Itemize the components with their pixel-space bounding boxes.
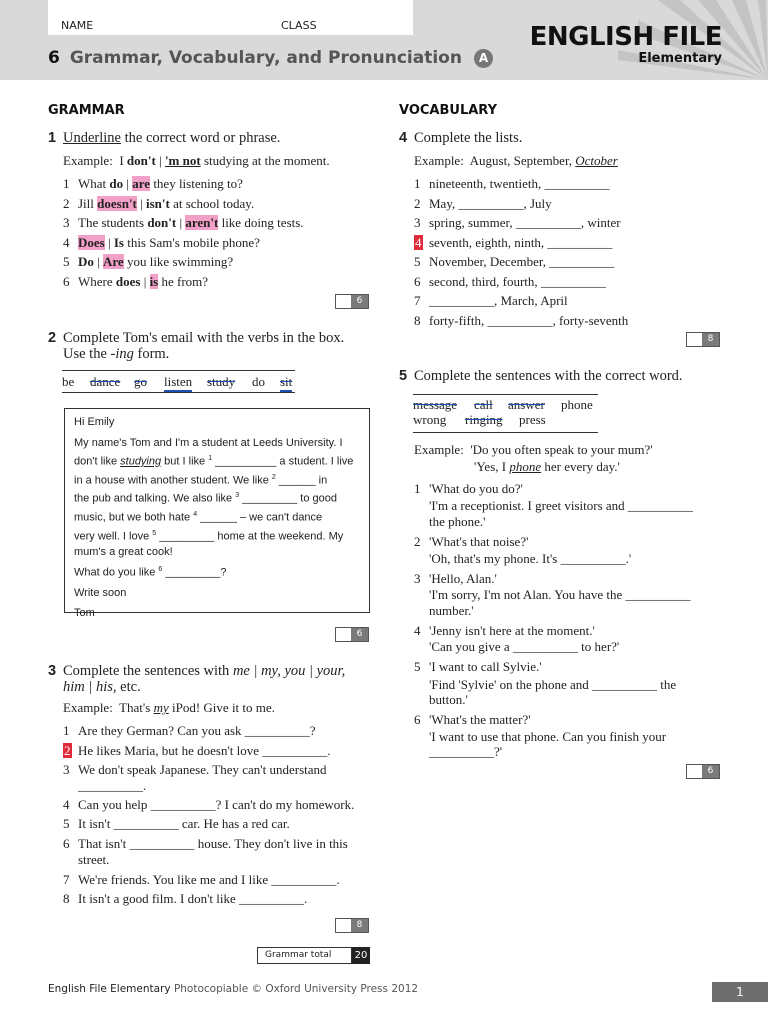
item-text: 'I want to use that phone. Can you finish your [429,729,667,744]
item-text: 'I want to call Sylvie.' [429,659,542,674]
email-text: in a house with another student. We like [74,474,272,487]
wordbox-bottom-rule [413,432,598,433]
email-signoff: Write soon [74,586,127,599]
item-text: May, __________, July [429,195,552,211]
item-post: he from? [158,273,209,289]
gap-number: 4 [193,510,198,518]
word-box-word: ringing [465,412,503,427]
question-number: 1 [48,130,57,146]
page-header [0,0,768,80]
unit-title-text: Grammar, Vocabulary, and Pronunciation [69,48,462,68]
item-number: 5 [63,254,70,269]
item-number: 1 [63,176,70,191]
example-text: her every day.' [541,459,620,474]
option-b: aren't [185,215,219,230]
class-label: CLASS [281,19,317,32]
item-number: 6 [414,712,421,727]
option-b: Is [113,234,124,250]
question-4-instruction [399,130,719,146]
item-text: 'I'm sorry, I'm not Alan. You have the __________ [429,587,691,602]
email-example-answer: studying [120,455,162,468]
word-box-word: do [252,374,265,389]
footer-copyright [48,983,418,995]
version-badge: A [474,49,493,68]
item-text: 'Find 'Sylvie' on the phone and __________ the [429,677,677,692]
email-text: __________ a student. I live [212,455,354,468]
item-pre: The students [78,215,148,230]
example-text: iPod! Give it to me. [168,700,275,715]
example-text: studying at the moment. [200,153,330,168]
q4-score: 8 [702,333,719,346]
grammar-total-box [257,947,370,964]
example-text: August, September, [469,153,576,168]
instruction-text: Complete Tom's email with the verbs in the box. [63,330,345,346]
item-text: He likes Maria, but he doesn't love __________. [78,743,331,758]
item-text: Does | Is this Sam's mobile phone? [78,234,260,250]
item-number: 8 [63,891,70,906]
email-text: but I like [161,455,209,468]
gap-number: 2 [271,473,276,481]
item-number: 4 [415,234,422,250]
item-text: 'Oh, that's my phone. It's __________.' [429,551,632,566]
item-number: 5 [414,254,421,269]
instruction-text: Complete the sentences with [63,663,233,679]
item-post: at school today. [169,195,255,211]
q3-score-box [335,918,369,933]
word-box-word: study [207,374,236,389]
item-number: 7 [414,293,421,308]
item-number: 6 [63,273,70,289]
brand-logo: ENGLISH FILE [529,22,722,52]
item-post: this Sam's mobile phone? [123,234,260,250]
item-text: What do | are they listening to? [78,176,243,191]
word-box-word: call [474,397,493,412]
question-3-instruction [48,663,368,695]
item-text: It isn't __________ car. He has a red car. [78,816,290,831]
email-text: music, but we both hate [74,511,194,524]
q2-score-box [335,627,369,642]
email-line [74,488,360,507]
example-answer: October [575,153,618,168]
item-number: 4 [414,623,421,638]
item-post: you like swimming? [123,254,234,269]
unit-number: 6 [48,48,60,68]
question-1-instruction [48,130,368,146]
email-box [64,408,370,619]
footer-text: Photocopiable © Oxford University Press 2012 [170,983,419,995]
word-box-word: answer [508,397,545,412]
email-line [74,526,360,545]
option-b: is [149,273,159,289]
option-a: don't [147,215,177,230]
item-number: 4 [63,797,70,812]
email-signature: Tom [74,606,95,619]
instruction-pronouns: me | my, you | your, [232,663,346,679]
example-label: Example: [63,700,113,715]
email-line: My name's Tom and I'm a student at Leeds University. I [74,437,343,449]
example-label: Example: [414,442,464,457]
level-label: Elementary [638,51,722,66]
email-text: _________? [162,566,227,579]
item-text: Can you help __________? I can't do my homework. [78,797,355,812]
word-box-word: listen [164,374,192,392]
question-5-example-line-2 [474,459,620,474]
item-number: 2 [414,195,421,211]
example-answer: my [153,700,169,715]
instruction-text: Use the [63,346,111,362]
word-box-word: message [413,397,458,412]
example-option-a: don't [126,153,156,168]
option-b: are [132,176,151,191]
word-box-word: dance [90,374,121,389]
item-number: 1 [414,481,421,496]
item-number: 5 [414,659,421,674]
word-box-word: sit [280,374,292,392]
instruction-text: form. [133,346,170,362]
item-text: spring, summer, __________, winter [429,215,621,230]
item-text: Jill doesn't | isn't at school today. [78,195,255,211]
option-a: Does [78,234,105,250]
item-text: 'Can you give a __________ to her?' [429,639,620,654]
word-box-word: wrong [413,412,447,427]
item-number: 2 [63,195,70,211]
grammar-total-value: 20 [352,947,370,964]
q1-score: 6 [351,295,368,308]
item-number: 3 [63,762,70,777]
grammar-heading: GRAMMAR [48,103,125,118]
grammar-total-label: Grammar total [265,950,332,960]
option-a: does [115,273,141,289]
q3-score: 8 [351,919,368,932]
name-class-box [48,0,413,35]
name-label: NAME [61,19,94,32]
item-text: 'Hello, Alan.' [429,571,497,586]
footer-title: English File Elementary [48,983,171,995]
question-2-instruction [48,330,368,362]
option-a: Do [78,254,94,269]
email-line [74,470,360,489]
question-5-instruction [399,368,729,384]
instruction-text: , etc. [112,679,141,695]
item-text: __________?' [429,744,503,759]
option-a: do [109,176,124,191]
item-text: forty-fifth, __________, forty-seventh [429,312,629,328]
email-text: ______ in [275,474,328,487]
item-number: 3 [414,571,421,586]
example-text: That's [119,700,154,715]
email-text: _________ home at the weekend. My [156,530,344,543]
email-line: mum's a great cook! [74,546,173,559]
item-number: 1 [63,723,70,738]
q1-score-box [335,294,369,309]
instruction-pronouns: him | his [63,679,113,695]
item-text: November, December, __________ [429,254,615,269]
item-number: 6 [63,836,70,851]
example-text: I [119,153,127,168]
question-number: 2 [48,330,57,346]
item-number: 3 [63,215,70,230]
email-text: What do you like [74,566,159,579]
question-1-example [63,153,330,168]
email-line [74,451,360,470]
item-text: The students don't | aren't like doing tests. [78,215,304,230]
page-number: 1 [712,982,768,1002]
word-box-word: go [134,374,147,389]
item-text: street. [78,852,110,867]
q5-score: 6 [702,765,719,778]
email-text: the pub and talking. We also like [74,492,236,505]
item-text: That isn't __________ house. They don't live in this [78,836,348,851]
gap-number: 6 [158,566,163,574]
example-answer: phone [509,459,542,474]
email-text: _________ to good [239,492,338,505]
item-text: 'What's that noise?' [429,534,529,549]
item-text: seventh, eighth, ninth, __________ [429,234,613,250]
word-box-word: press [519,412,546,427]
question-4-example [414,153,618,168]
email-line [74,507,360,526]
email-greeting: Hi Emily [74,416,115,428]
gap-number: 1 [208,455,213,462]
vocabulary-heading: VOCABULARY [399,103,498,118]
instruction-text: Complete the lists. [414,130,523,146]
separator: | [155,153,165,168]
example-text: 'Do you often speak to your mum?' [470,442,653,457]
item-text: 'What do you do?' [429,481,523,496]
item-number: 8 [414,312,421,328]
item-text: We don't speak Japanese. They can't understand [78,762,327,777]
item-text: the phone.' [429,514,486,529]
item-post: they listening to? [150,176,243,191]
item-text: 'Jenny isn't here at the moment.' [429,623,595,638]
item-text: 'What's the matter?' [429,712,531,727]
item-pre: What [78,176,110,191]
item-number: 4 [63,234,70,250]
item-text: Are they German? Can you ask __________? [78,723,316,738]
item-post: like doing tests. [218,215,304,230]
item-text: second, third, fourth, __________ [429,273,606,289]
item-text: It isn't a good film. I don't like __________. [78,891,308,906]
wordbox-top-rule [413,394,598,395]
email-line [74,562,360,581]
question-number: 4 [399,130,408,146]
email-text: very well. I love [74,530,153,543]
wordbox-top-rule [62,370,295,371]
example-text: 'Yes, I [474,459,510,474]
item-text: 'I'm a receptionist. I greet visitors and __________ [429,498,693,513]
option-a: doesn't [97,195,137,211]
item-number: 2 [414,534,421,549]
example-label: Example: [414,153,464,168]
example-option-b: 'm not [164,153,201,168]
item-number: 3 [414,215,421,230]
question-5-example-line-1 [414,442,653,457]
item-text: button.' [429,692,468,707]
wordbox-bottom-rule [62,392,295,393]
item-pre: Where [78,273,116,289]
q2-score: 6 [351,628,368,641]
question-3-example [63,700,275,715]
email-text: ______ – we can't dance [197,511,323,524]
question-number: 5 [399,368,408,384]
item-number: 5 [63,816,70,831]
option-b: isn't [146,195,170,211]
word-box-word: phone [561,397,593,412]
item-text: We're friends. You like me and I like __________. [78,872,340,887]
item-text: __________. [78,778,147,793]
question-number: 3 [48,663,57,679]
instruction-text: Complete the sentences with the correct word. [414,368,683,384]
item-pre: Jill [78,195,98,211]
instruction-text: the correct word or phrase. [120,130,281,146]
word-box-word: be [62,374,75,389]
instruction-ing: -ing [110,346,134,362]
instruction-underline: Underline [63,130,121,146]
gap-number: 5 [152,529,157,537]
item-number: 7 [63,872,70,887]
example-label: Example: [63,153,113,168]
item-number: 1 [414,176,421,191]
item-text: __________, March, April [429,293,568,308]
item-text: Where does | is he from? [78,273,209,289]
email-text: don't like [74,455,121,468]
q5-score-box [686,764,720,779]
item-text: Do | Are you like swimming? [78,254,234,269]
unit-title [48,48,493,68]
gap-number: 3 [235,492,240,500]
item-number: 6 [414,273,421,289]
item-text: number.' [429,603,474,618]
option-b: Are [103,254,124,269]
q4-score-box [686,332,720,347]
item-number: 2 [64,743,71,758]
item-text: nineteenth, twentieth, __________ [429,176,610,191]
